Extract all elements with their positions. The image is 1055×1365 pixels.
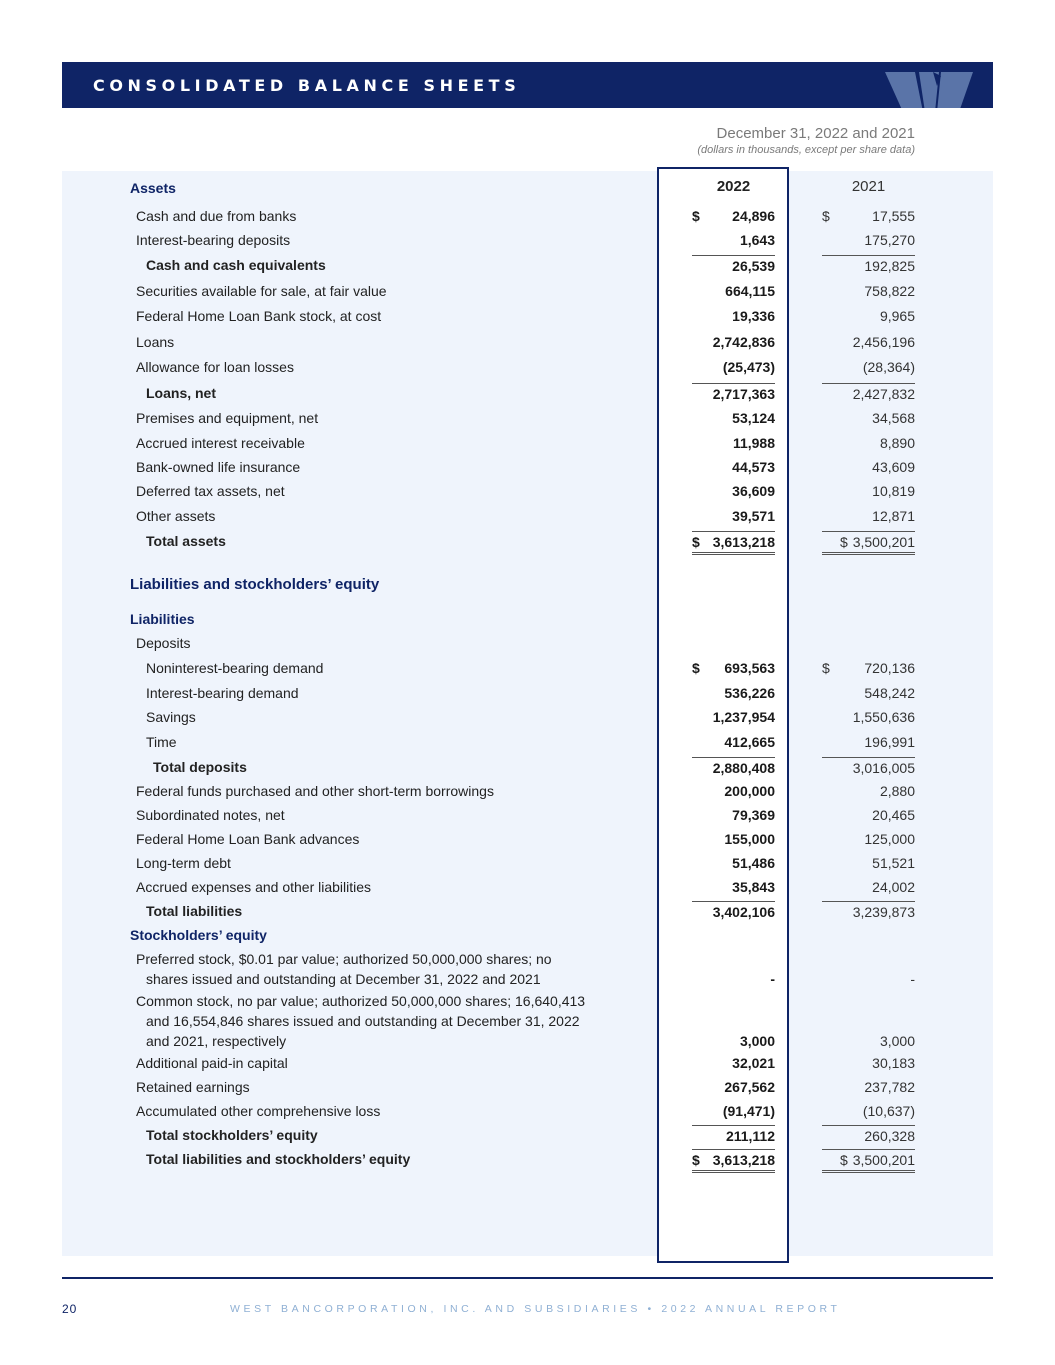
value-2022: $ 693,563 bbox=[692, 660, 775, 676]
row-label: Total deposits bbox=[153, 759, 247, 775]
value-2021: 9,965 bbox=[879, 308, 915, 324]
table-row bbox=[0, 281, 1055, 301]
row-label: Federal funds purchased and other short-term borrowings bbox=[136, 783, 494, 799]
table-row bbox=[0, 306, 1055, 326]
value-2021: $ 720,136 bbox=[822, 660, 915, 676]
currency-symbol: $ bbox=[822, 208, 830, 224]
table-row bbox=[0, 683, 1055, 703]
subsection-label: Deposits bbox=[136, 635, 191, 651]
row-label: and 2021, respectively bbox=[146, 1033, 287, 1049]
table-row bbox=[0, 332, 1055, 352]
row-label: Deferred tax assets, net bbox=[136, 483, 285, 499]
table-row bbox=[0, 357, 1055, 377]
value-2021: 192,825 bbox=[822, 255, 915, 276]
value-2021: 24,002 bbox=[872, 879, 915, 895]
value-2021: 3,000 bbox=[879, 1033, 915, 1049]
currency-symbol: $ bbox=[840, 1152, 848, 1168]
value-2022: 200,000 bbox=[724, 783, 775, 799]
row-label: Allowance for loan losses bbox=[136, 359, 294, 375]
section-heading-liabilities-equity bbox=[0, 575, 1055, 595]
row-label: Federal Home Loan Bank stock, at cost bbox=[136, 308, 382, 324]
table-row bbox=[0, 991, 1055, 1049]
page-title: CONSOLIDATED BALANCE SHEETS bbox=[93, 76, 521, 95]
row-label: Interest-bearing demand bbox=[146, 685, 299, 701]
footer-report-title: WEST BANCORPORATION, INC. AND SUBSIDIARIES • 2022 ANNUAL REPORT bbox=[230, 1303, 841, 1315]
table-row bbox=[0, 1125, 1055, 1145]
currency-symbol: $ bbox=[692, 208, 700, 224]
statement-date: December 31, 2022 and 2021 bbox=[716, 125, 915, 142]
value-2021: 3,239,873 bbox=[822, 901, 915, 922]
currency-symbol: $ bbox=[692, 660, 700, 676]
value-2021: 34,568 bbox=[872, 410, 915, 426]
section-heading-equity bbox=[0, 925, 1055, 945]
value-2021: 1,550,636 bbox=[852, 709, 915, 725]
value-2021: 758,822 bbox=[864, 283, 915, 299]
row-label: Loans bbox=[136, 334, 175, 350]
row-label: Total liabilities and stockholders’ equity bbox=[146, 1151, 411, 1167]
currency-symbol: $ bbox=[692, 534, 700, 550]
row-label: Long-term debt bbox=[136, 855, 231, 871]
value-2022: 1,237,954 bbox=[712, 709, 775, 725]
footer-divider bbox=[62, 1277, 993, 1279]
value-2021: 2,880 bbox=[879, 783, 915, 799]
value-2022: - bbox=[770, 971, 775, 987]
row-label: Accrued expenses and other liabilities bbox=[136, 879, 372, 895]
currency-symbol: $ bbox=[822, 660, 830, 676]
value-2021: 260,328 bbox=[822, 1125, 915, 1146]
row-label: Interest-bearing deposits bbox=[136, 232, 291, 248]
value-2021: (28,364) bbox=[862, 359, 915, 375]
row-label: Accumulated other comprehensive loss bbox=[136, 1103, 381, 1119]
table-row bbox=[0, 408, 1055, 428]
value-2022: 211,112 bbox=[692, 1125, 775, 1146]
value-2022: 536,226 bbox=[724, 685, 775, 701]
table-row bbox=[0, 1101, 1055, 1121]
table-row bbox=[0, 506, 1055, 526]
row-label: and 16,554,846 shares issued and outstanding at December 31, 2022 bbox=[146, 1013, 580, 1029]
value-2022: 44,573 bbox=[732, 459, 775, 475]
value-2021: $ 17,555 bbox=[822, 208, 915, 224]
table-row bbox=[0, 531, 1055, 551]
row-label: Total assets bbox=[146, 533, 226, 549]
column-header-2022: 2022 bbox=[716, 178, 751, 195]
value-2022: 3,000 bbox=[739, 1033, 775, 1049]
value-2021: 237,782 bbox=[864, 1079, 915, 1095]
value-2022: 412,665 bbox=[724, 734, 775, 750]
value-2022: 36,609 bbox=[732, 483, 775, 499]
table-row bbox=[0, 901, 1055, 921]
row-label: Securities available for sale, at fair value bbox=[136, 283, 387, 299]
value-2022: 26,539 bbox=[692, 255, 775, 276]
row-label: Time bbox=[146, 734, 177, 750]
table-row bbox=[0, 433, 1055, 453]
value-2021: 175,270 bbox=[864, 232, 915, 248]
row-label: Accrued interest receivable bbox=[136, 435, 305, 451]
table-row bbox=[0, 949, 1055, 987]
value-2021: 548,242 bbox=[864, 685, 915, 701]
row-label: Cash and cash equivalents bbox=[146, 257, 326, 273]
units-note: (dollars in thousands, except per share data) bbox=[697, 144, 915, 156]
value-2021: 196,991 bbox=[864, 734, 915, 750]
value-2021: (10,637) bbox=[862, 1103, 915, 1119]
table-row bbox=[0, 805, 1055, 825]
table-row bbox=[0, 206, 1055, 226]
row-label: Total liabilities bbox=[146, 903, 243, 919]
value-2021: 8,890 bbox=[879, 435, 915, 451]
section-label: Liabilities and stockholders’ equity bbox=[130, 576, 380, 593]
west-bank-logo-icon bbox=[879, 66, 979, 108]
value-2021: - bbox=[910, 971, 915, 987]
value-2021: 10,819 bbox=[872, 483, 915, 499]
value-2022: 39,571 bbox=[732, 508, 775, 524]
currency-symbol: $ bbox=[840, 534, 848, 550]
value-2022: 51,486 bbox=[732, 855, 775, 871]
table-row bbox=[0, 707, 1055, 727]
table-row bbox=[0, 781, 1055, 801]
value-2022: (25,473) bbox=[722, 359, 775, 375]
value-2022: 35,843 bbox=[732, 879, 775, 895]
section-label: Liabilities bbox=[130, 611, 195, 627]
row-label: shares issued and outstanding at December 31, 2022 and 2021 bbox=[146, 971, 541, 987]
section-label: Assets bbox=[130, 180, 176, 196]
row-label: Total stockholders’ equity bbox=[146, 1127, 318, 1143]
table-row bbox=[0, 732, 1055, 752]
value-2021: $ 3,500,201 bbox=[822, 1149, 915, 1173]
row-label: Retained earnings bbox=[136, 1079, 250, 1095]
row-label: Loans, net bbox=[146, 385, 217, 401]
currency-symbol: $ bbox=[692, 1152, 700, 1168]
table-row bbox=[0, 1149, 1055, 1169]
page-header-bar bbox=[62, 62, 993, 108]
row-label: Federal Home Loan Bank advances bbox=[136, 831, 360, 847]
value-2022: 79,369 bbox=[732, 807, 775, 823]
value-2021: 20,465 bbox=[872, 807, 915, 823]
table-row bbox=[0, 757, 1055, 777]
value-2022: 19,336 bbox=[732, 308, 775, 324]
table-row bbox=[0, 457, 1055, 477]
value-2022: $ 3,613,218 bbox=[692, 1149, 775, 1173]
value-2022: 53,124 bbox=[732, 410, 775, 426]
table-row bbox=[0, 383, 1055, 403]
value-2022: $ 24,896 bbox=[692, 208, 775, 224]
table-row bbox=[0, 658, 1055, 678]
value-2021: 3,016,005 bbox=[822, 757, 915, 778]
value-2022: 1,643 bbox=[739, 232, 775, 248]
value-2022: 3,402,106 bbox=[692, 901, 775, 922]
table-row bbox=[0, 1053, 1055, 1073]
row-label: Bank-owned life insurance bbox=[136, 459, 301, 475]
value-2022: 2,880,408 bbox=[692, 757, 775, 778]
value-2021: 30,183 bbox=[872, 1055, 915, 1071]
row-label: Other assets bbox=[136, 508, 216, 524]
row-label: Savings bbox=[146, 709, 196, 725]
value-2022: 32,021 bbox=[732, 1055, 775, 1071]
row-label: Premises and equipment, net bbox=[136, 410, 319, 426]
table-row bbox=[0, 481, 1055, 501]
section-heading-assets bbox=[0, 178, 1055, 198]
table-row bbox=[0, 877, 1055, 897]
value-2022: 664,115 bbox=[725, 283, 775, 299]
section-label: Stockholders’ equity bbox=[130, 927, 267, 943]
value-2021: $ 3,500,201 bbox=[822, 531, 915, 555]
value-2021: 12,871 bbox=[872, 508, 915, 524]
value-2022: 2,717,363 bbox=[692, 383, 775, 404]
value-2021: 2,427,832 bbox=[822, 383, 915, 404]
value-2022: 155,000 bbox=[724, 831, 775, 847]
section-heading-liabilities bbox=[0, 609, 1055, 629]
row-label: Noninterest-bearing demand bbox=[146, 660, 324, 676]
subsection-deposits bbox=[0, 633, 1055, 653]
value-2021: 43,609 bbox=[872, 459, 915, 475]
value-2022: (91,471) bbox=[722, 1103, 775, 1119]
table-row bbox=[0, 230, 1055, 250]
value-2021: 2,456,196 bbox=[852, 334, 915, 350]
row-label: Additional paid-in capital bbox=[136, 1055, 288, 1071]
row-label: Cash and due from banks bbox=[136, 208, 297, 224]
value-2021: 125,000 bbox=[864, 831, 915, 847]
value-2022: 267,562 bbox=[724, 1079, 775, 1095]
row-label: Subordinated notes, net bbox=[136, 807, 285, 823]
value-2022: $ 3,613,218 bbox=[692, 531, 775, 555]
page-number: 20 bbox=[62, 1302, 78, 1316]
table-row bbox=[0, 829, 1055, 849]
table-row bbox=[0, 255, 1055, 275]
row-label: Preferred stock, $0.01 par value; authorized 50,000,000 shares; no bbox=[136, 951, 552, 967]
value-2022: 2,742,836 bbox=[712, 334, 775, 350]
value-2021: 51,521 bbox=[872, 855, 915, 871]
column-header-2021: 2021 bbox=[851, 178, 886, 195]
value-2022: 11,988 bbox=[732, 435, 775, 451]
row-label: Common stock, no par value; authorized 50,000,000 shares; 16,640,413 bbox=[136, 993, 586, 1009]
table-row bbox=[0, 853, 1055, 873]
table-row bbox=[0, 1077, 1055, 1097]
